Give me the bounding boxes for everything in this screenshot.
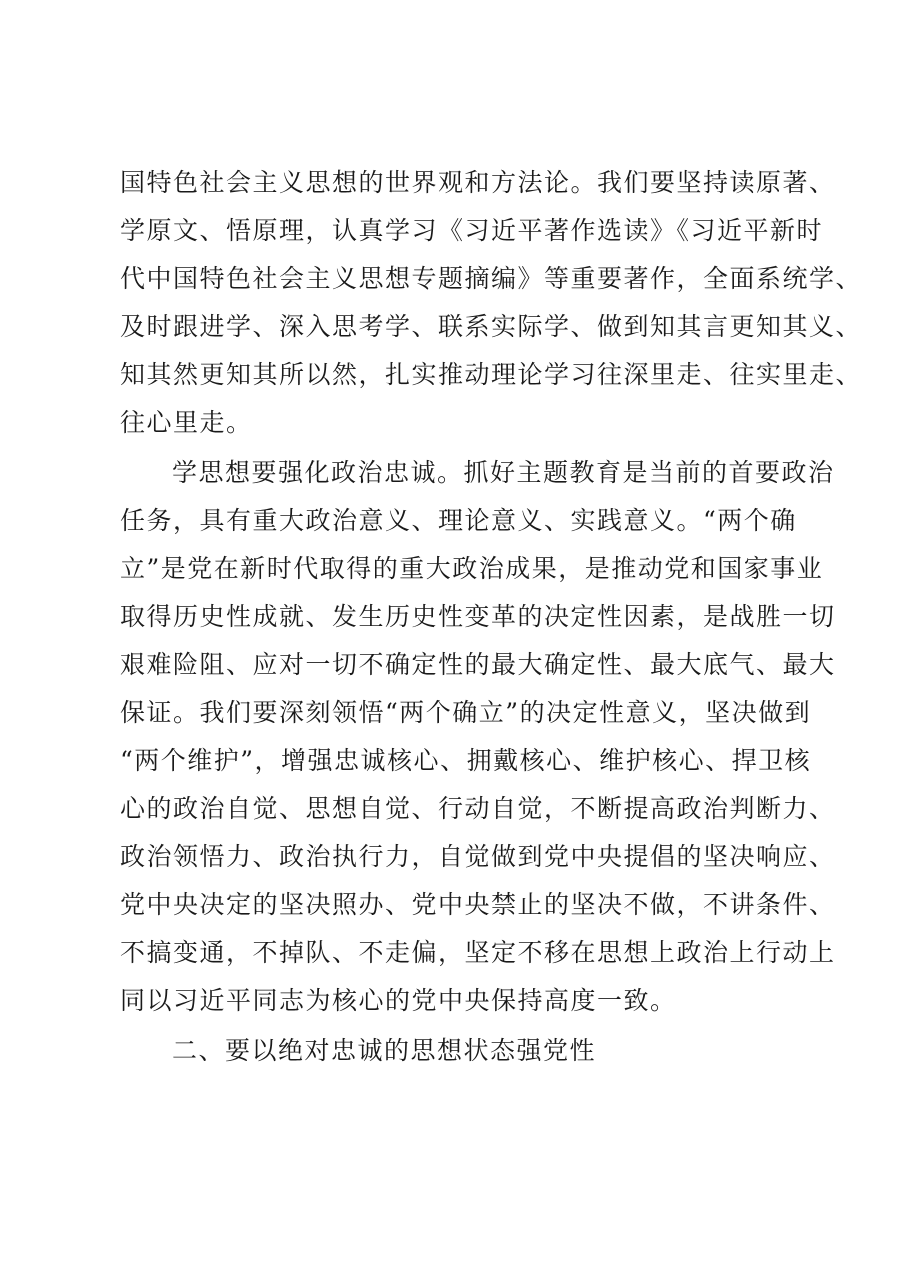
- section-heading: 二、要以绝对忠诚的思想状态强党性: [172, 1036, 597, 1065]
- body-text-line: 党中央决定的坚决照办、党中央禁止的坚决不做，不讲条件、: [120, 890, 836, 919]
- body-text-line: 不搞变通，不掉队、不走偏，坚定不移在思想上政治上行动上: [120, 938, 836, 967]
- body-text-line: 保证。我们要深刻领悟“两个确立”的决定性意义，坚决做到: [120, 698, 812, 727]
- body-text-line: 同以习近平同志为核心的党中央保持高度一致。: [120, 986, 677, 1015]
- body-text-line: 学原文、悟原理，认真学习《习近平著作选读》《习近平新时: [120, 216, 824, 245]
- body-text-line: 国特色社会主义思想的世界观和方法论。我们要坚持读原著、: [120, 168, 836, 197]
- body-text-line: “两个维护”，增强忠诚核心、拥戴核心、维护核心、捍卫核: [120, 746, 812, 775]
- body-text-line: 及时跟进学、深入思考学、联系实际学、做到知其言更知其义、: [120, 312, 863, 341]
- body-text-line: 取得历史性成就、发生历史性变革的决定性因素，是战胜一切: [120, 602, 836, 631]
- body-text-line: 代中国特色社会主义思想专题摘编》等重要著作，全面系统学、: [120, 264, 863, 293]
- paragraph-first-line: 学思想要强化政治忠诚。抓好主题教育是当前的首要政治: [172, 458, 835, 487]
- body-text-line: 往心里走。: [120, 408, 253, 437]
- body-text-line: 立”是党在新时代取得的重大政治成果，是推动党和国家事业: [120, 554, 824, 583]
- body-text-line: 知其然更知其所以然，扎实推动理论学习往深里走、往实里走、: [120, 360, 863, 389]
- body-text-line: 心的政治自觉、思想自觉、行动自觉，不断提高政治判断力、: [120, 794, 836, 823]
- body-text-line: 政治领悟力、政治执行力，自觉做到党中央提倡的坚决响应、: [120, 842, 836, 871]
- body-text-line: 艰难险阻、应对一切不确定性的最大确定性、最大底气、最大: [120, 650, 836, 679]
- body-text-line: 任务，具有重大政治意义、理论意义、实践意义。“两个确: [120, 506, 797, 535]
